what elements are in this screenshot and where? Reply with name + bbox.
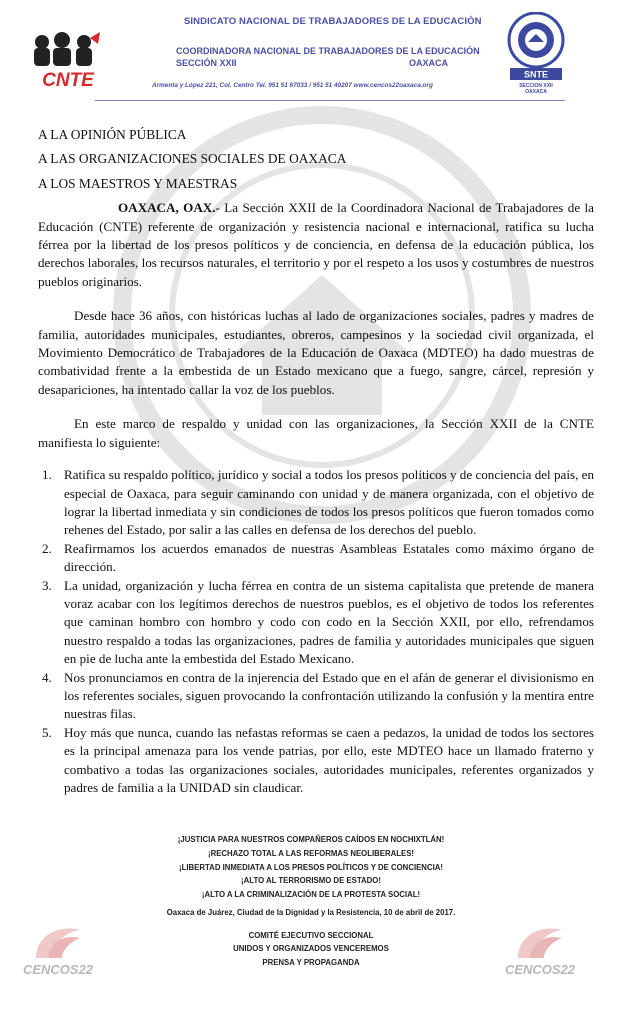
heading-3: A LOS MAESTROS Y MAESTRAS — [38, 175, 238, 191]
item-number: 1. — [42, 467, 52, 483]
list-item — [38, 577, 594, 669]
heading-2: A LAS ORGANIZACIONES SOCIALES DE OAXACA — [38, 151, 347, 167]
item-text: La unidad, organización y lucha férrea en contra de un sistema capitalista que pretende de manera voraz acabar con los legítimos derechos de nuestros pueblos, es el objetivo de todos los referentes que caminan hombro con hombro y codo con codo en la Sección XXII, por ello, refrendamos nuestro respaldo a todas las organizaciones, padres de familia y autoridades municipales que siguen en pie de lucha ante la embestida del Estado Mexicano. — [64, 577, 594, 667]
snte-text: SNTE — [523, 69, 549, 80]
section-label: SECCIÓN XXII — [176, 58, 237, 68]
list-item — [38, 466, 594, 540]
list-item — [38, 540, 594, 577]
signature-line: COMITÉ EJECUTIVO SECCIONAL — [248, 931, 374, 940]
list-item — [38, 724, 594, 798]
snte-state: OAXACA — [525, 89, 547, 95]
intro-text: - La Sección XXII de la Coordinadora Nacional de Trabajadores de la Educación (CNTE) referente de organización y resistencia nacional e internacional, ratifica su lucha férrea por la libertad de los presos políticos y de conciencia, en defensa de la educación pública, los derechos laborales, los recursos naturales, el territorio y por el respeto a los usos y costumbres de nuestros pueblos originarios. — [38, 200, 594, 289]
signature-line: PRENSA Y PROPAGANDA — [262, 957, 360, 967]
cencos-text: CENCOS22 — [22, 962, 94, 977]
header-divider — [95, 100, 565, 101]
item-text: Reafirmamos los acuerdos emanados de nuestras Asambleas Estatales como máximo órgano de dirección. — [64, 540, 594, 575]
slogan: ¡JUSTICIA PARA NUESTROS COMPAÑEROS CAÍDOS EN NOCHIXTLÁN! — [177, 835, 445, 844]
snte-seal-logo — [506, 12, 566, 96]
slogan: ¡ALTO AL TERRORISMO DE ESTADO! — [241, 876, 381, 886]
document-body — [38, 126, 594, 797]
slogan: ¡LIBERTAD INMEDIATA A LOS PRESOS POLÍTICOS Y DE CONCIENCIA! — [179, 862, 443, 872]
union-name: SINDICATO NACIONAL DE TRABAJADORES DE LA EDUCACIÓN — [184, 16, 482, 27]
item-number: 4. — [42, 669, 52, 685]
item-number: 2. — [42, 540, 52, 556]
heading-1: A LA OPINIÓN PÚBLICA — [38, 127, 187, 142]
state-label: OAXACA — [408, 58, 448, 68]
history-paragraph: Desde hace 36 años, con históricas luchas al lado de organizaciones sociales, padres y madres de familia, autoridades municipales, estudiantes, obreros, campesinos y la sociedad civil organizada, el Movimiento Democrático de Trabajadores de la Educación de Oaxaca (MDTEO) ha dado muestras de combatividad frente a la embestida de un Estado mexicano que a fuego, sangre, cárcel, represión y desapariciones, ha intentado callar la voz de los pueblos. — [38, 308, 594, 397]
slogans-block — [0, 833, 622, 902]
item-number: 5. — [42, 724, 52, 740]
slogan: ¡RECHAZO TOTAL A LAS REFORMAS NEOLIBERALES! — [207, 848, 415, 858]
signature-line: UNIDOS Y ORGANIZADOS VENCEREMOS — [233, 944, 389, 954]
cnte-logo-text: CNTE — [42, 70, 94, 91]
contact-line: Armenta y López 221, Col. Centro Tel. 951 51 67033 / 951 51 40207 www.cencos22oaxaca.org — [152, 82, 433, 89]
item-text: Nos pronunciamos en contra de la injerencia del Estado que en el afán de generar el divisionismo en los referentes sociales, siguen provocando la confrontación utilizando la confusión y la mentira entre nuestras filas. — [64, 669, 594, 722]
cencos-emblem-icon — [18, 918, 98, 962]
slogan: ¡ALTO A LA CRIMINALIZACIÓN DE LA PROTESTA SOCIAL! — [201, 890, 421, 900]
coordinadora-name: COORDINADORA NACIONAL DE TRABAJADORES DE LA EDUCACIÓN — [176, 46, 480, 56]
cencos-logo-left — [18, 918, 98, 978]
declaration-paragraph: En este marco de respaldo y unidad con las organizaciones, la Sección XXII de la CNTE manifiesta lo siguiente: — [38, 416, 594, 450]
intro-lead: OAXACA, OAX. — [118, 200, 216, 216]
letterhead — [0, 0, 622, 112]
item-number: 3. — [42, 577, 52, 593]
cencos-emblem-icon — [500, 918, 580, 962]
item-text: Ratifica su respaldo político, jurídico y social a todos los presos políticos y de conciencia del país, en especial de Oaxaca, para seguir caminando con unidad y de manera organizada, con el objetivo de lograr la libertad inmediata y sin condiciones de todos los presos políticos que fueron tomados como rehenes del Estado, por salir a las calles en defensa de los derechos del pueblo. — [64, 467, 594, 538]
cencos-text: CENCOS22 — [504, 962, 576, 977]
item-text: Hoy más que nunca, cuando las nefastas reformas se caen a pedazos, la unidad de todos los sectores es la principal amenaza para los vende patrias, por ello, este MDTEO hace un llamado fraterno y combativo a todas las organizaciones sociales, autoridades municipales, referentes organizados y padres de familia a la UNIDAD sin claudicar. — [64, 724, 594, 795]
intro-paragraph — [38, 199, 594, 291]
list-item — [38, 669, 594, 724]
section-line — [176, 58, 448, 68]
points-list — [38, 466, 594, 797]
cencos-logo-right — [500, 918, 580, 978]
snte-section: SECCION XXII — [519, 83, 553, 89]
cnte-logo — [28, 30, 108, 95]
place-date: Oaxaca de Juárez, Ciudad de la Dignidad y la Resistencia, 10 de abril de 2017. — [166, 908, 456, 917]
